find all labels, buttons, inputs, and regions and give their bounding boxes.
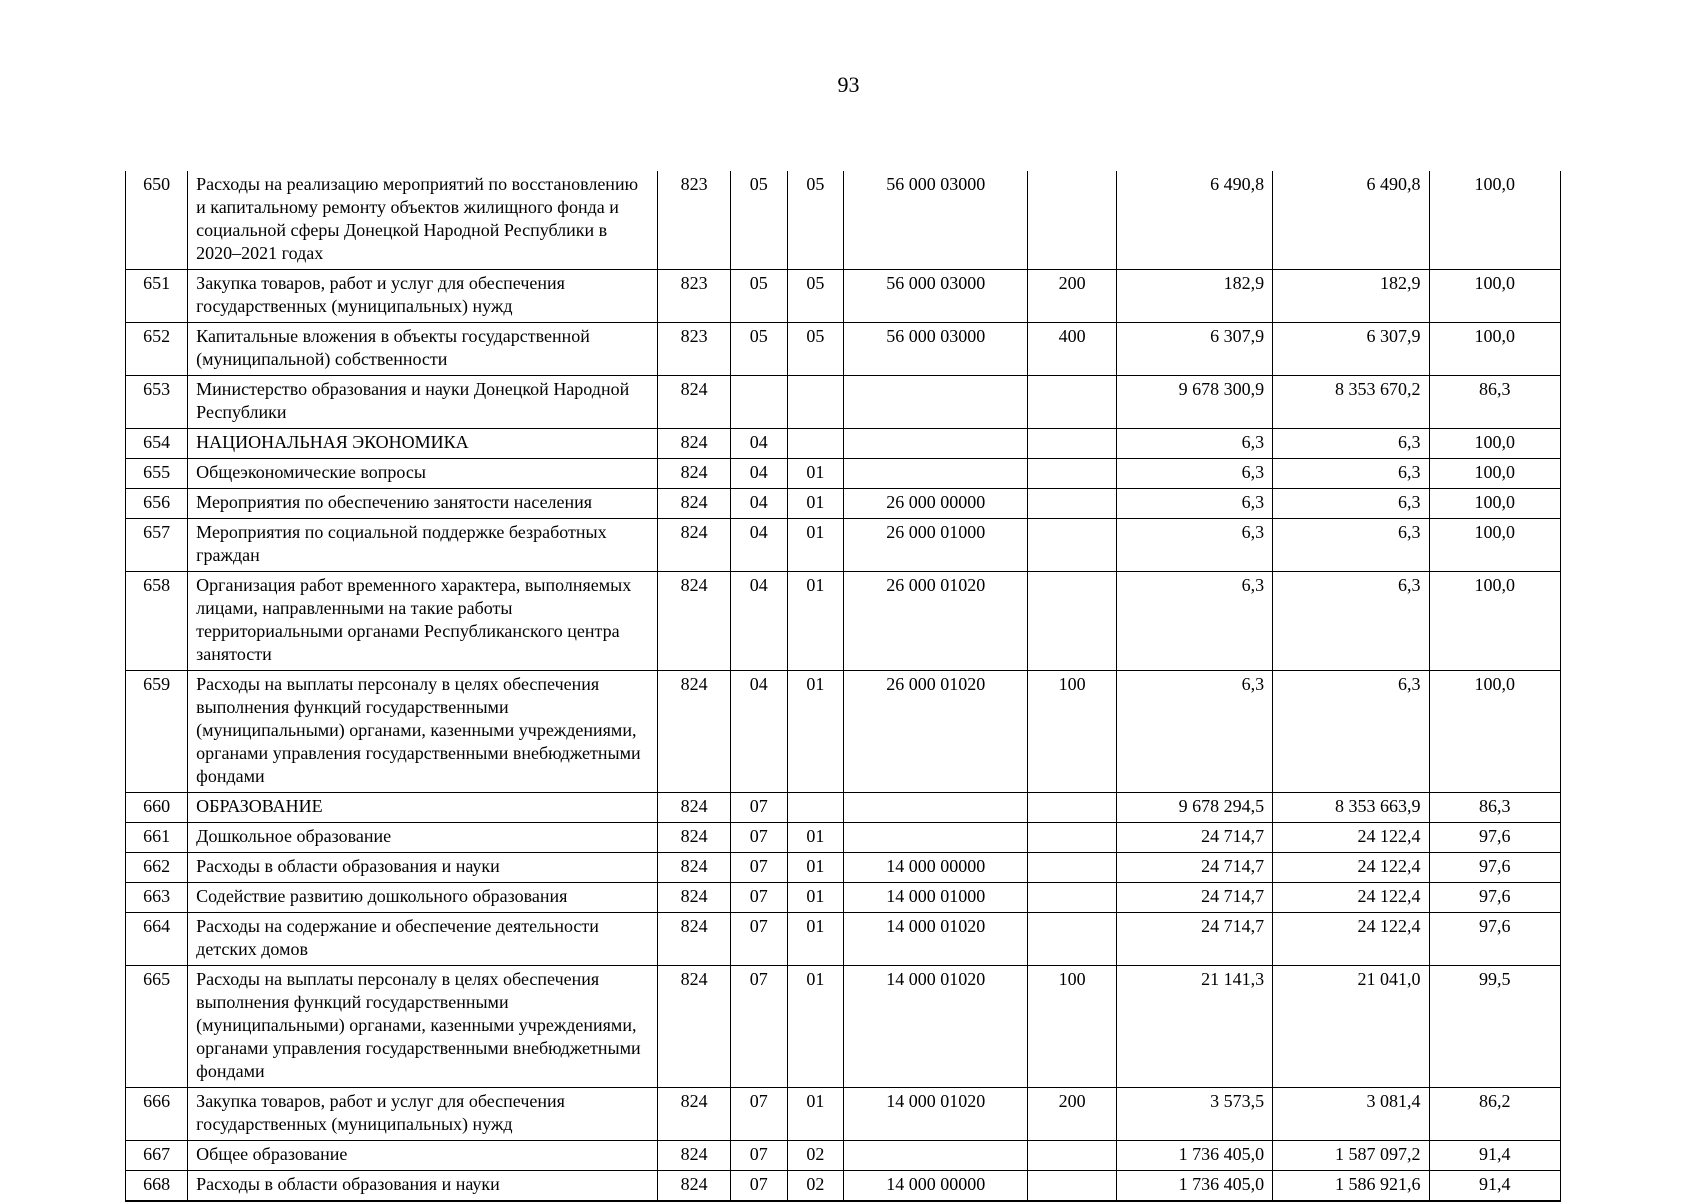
table-row bbox=[126, 519, 1561, 572]
planned-amount-cell: 9 678 300,9 bbox=[1116, 376, 1272, 429]
budget-table bbox=[125, 171, 1561, 1202]
section-cell: 07 bbox=[730, 1171, 787, 1202]
description-cell: Содействие развитию дошкольного образования bbox=[188, 883, 658, 913]
planned-amount-cell: 6 307,9 bbox=[1116, 323, 1272, 376]
actual-amount-cell: 24 122,4 bbox=[1273, 853, 1429, 883]
target-article-cell bbox=[843, 376, 1028, 429]
percent-cell: 100,0 bbox=[1429, 429, 1560, 459]
percent-cell: 100,0 bbox=[1429, 671, 1560, 793]
percent-cell: 86,2 bbox=[1429, 1088, 1560, 1141]
row-number-cell: 651 bbox=[126, 270, 188, 323]
expense-type-cell bbox=[1028, 913, 1116, 966]
percent-cell: 91,4 bbox=[1429, 1171, 1560, 1202]
subsection-cell: 01 bbox=[787, 489, 843, 519]
percent-cell: 100,0 bbox=[1429, 489, 1560, 519]
department-code-cell: 823 bbox=[658, 323, 730, 376]
table-row bbox=[126, 913, 1561, 966]
subsection-cell: 01 bbox=[787, 853, 843, 883]
percent-cell: 97,6 bbox=[1429, 913, 1560, 966]
row-number-cell: 664 bbox=[126, 913, 188, 966]
planned-amount-cell: 6,3 bbox=[1116, 459, 1272, 489]
section-cell: 05 bbox=[730, 171, 787, 270]
section-cell: 04 bbox=[730, 459, 787, 489]
target-article-cell bbox=[843, 823, 1028, 853]
department-code-cell: 824 bbox=[658, 459, 730, 489]
row-number-cell: 660 bbox=[126, 793, 188, 823]
planned-amount-cell: 24 714,7 bbox=[1116, 823, 1272, 853]
description-cell: Расходы на выплаты персоналу в целях обеспечения выполнения функций государственными (муниципальными) органами, казенными учреждениями, органами управления государственными внебюджетными фондами bbox=[188, 966, 658, 1088]
row-number-cell: 666 bbox=[126, 1088, 188, 1141]
target-article-cell: 56 000 03000 bbox=[843, 270, 1028, 323]
description-cell: Министерство образования и науки Донецкой Народной Республики bbox=[188, 376, 658, 429]
row-number-cell: 667 bbox=[126, 1141, 188, 1171]
target-article-cell: 26 000 00000 bbox=[843, 489, 1028, 519]
expense-type-cell bbox=[1028, 1141, 1116, 1171]
description-cell: Общее образование bbox=[188, 1141, 658, 1171]
table-row bbox=[126, 1141, 1561, 1171]
row-number-cell: 668 bbox=[126, 1171, 188, 1202]
table-row bbox=[126, 823, 1561, 853]
description-cell: Расходы на содержание и обеспечение деятельности детских домов bbox=[188, 913, 658, 966]
section-cell: 07 bbox=[730, 883, 787, 913]
actual-amount-cell: 3 081,4 bbox=[1273, 1088, 1429, 1141]
description-cell: Мероприятия по социальной поддержке безработных граждан bbox=[188, 519, 658, 572]
table-row bbox=[126, 489, 1561, 519]
expense-type-cell bbox=[1028, 793, 1116, 823]
target-article-cell: 14 000 01020 bbox=[843, 913, 1028, 966]
expense-type-cell bbox=[1028, 883, 1116, 913]
expense-type-cell bbox=[1028, 1171, 1116, 1202]
table-row bbox=[126, 1171, 1561, 1202]
expense-type-cell bbox=[1028, 459, 1116, 489]
subsection-cell: 01 bbox=[787, 1088, 843, 1141]
section-cell: 04 bbox=[730, 429, 787, 459]
description-cell: Расходы в области образования и науки bbox=[188, 853, 658, 883]
page-number: 93 bbox=[837, 72, 860, 97]
subsection-cell: 01 bbox=[787, 572, 843, 671]
department-code-cell: 824 bbox=[658, 489, 730, 519]
section-cell: 07 bbox=[730, 793, 787, 823]
description-cell: Расходы на выплаты персоналу в целях обеспечения выполнения функций государственными (муниципальными) органами, казенными учреждениями, органами управления государственными внебюджетными фондами bbox=[188, 671, 658, 793]
actual-amount-cell: 21 041,0 bbox=[1273, 966, 1429, 1088]
row-number-cell: 662 bbox=[126, 853, 188, 883]
planned-amount-cell: 6,3 bbox=[1116, 671, 1272, 793]
table-row bbox=[126, 883, 1561, 913]
planned-amount-cell: 182,9 bbox=[1116, 270, 1272, 323]
subsection-cell: 01 bbox=[787, 671, 843, 793]
percent-cell: 86,3 bbox=[1429, 376, 1560, 429]
department-code-cell: 824 bbox=[658, 1171, 730, 1202]
target-article-cell: 26 000 01020 bbox=[843, 572, 1028, 671]
actual-amount-cell: 6,3 bbox=[1273, 519, 1429, 572]
description-cell: Капитальные вложения в объекты государственной (муниципальной) собственности bbox=[188, 323, 658, 376]
table-row bbox=[126, 793, 1561, 823]
percent-cell: 97,6 bbox=[1429, 883, 1560, 913]
planned-amount-cell: 6,3 bbox=[1116, 429, 1272, 459]
row-number-cell: 659 bbox=[126, 671, 188, 793]
subsection-cell: 01 bbox=[787, 966, 843, 1088]
table-row bbox=[126, 270, 1561, 323]
table-row bbox=[126, 376, 1561, 429]
table-row bbox=[126, 171, 1561, 270]
subsection-cell: 02 bbox=[787, 1141, 843, 1171]
target-article-cell bbox=[843, 459, 1028, 489]
department-code-cell: 824 bbox=[658, 883, 730, 913]
table-row bbox=[126, 671, 1561, 793]
section-cell: 07 bbox=[730, 1088, 787, 1141]
expense-type-cell: 200 bbox=[1028, 270, 1116, 323]
planned-amount-cell: 6,3 bbox=[1116, 519, 1272, 572]
expense-type-cell bbox=[1028, 823, 1116, 853]
expense-type-cell bbox=[1028, 853, 1116, 883]
description-cell: Закупка товаров, работ и услуг для обеспечения государственных (муниципальных) нужд bbox=[188, 270, 658, 323]
subsection-cell bbox=[787, 429, 843, 459]
subsection-cell: 05 bbox=[787, 270, 843, 323]
table-row bbox=[126, 459, 1561, 489]
department-code-cell: 823 bbox=[658, 270, 730, 323]
section-cell: 07 bbox=[730, 1141, 787, 1171]
description-cell: ОБРАЗОВАНИЕ bbox=[188, 793, 658, 823]
department-code-cell: 824 bbox=[658, 966, 730, 1088]
department-code-cell: 824 bbox=[658, 1141, 730, 1171]
percent-cell: 99,5 bbox=[1429, 966, 1560, 1088]
target-article-cell: 14 000 00000 bbox=[843, 1171, 1028, 1202]
description-cell: Общеэкономические вопросы bbox=[188, 459, 658, 489]
row-number-cell: 652 bbox=[126, 323, 188, 376]
expense-type-cell bbox=[1028, 171, 1116, 270]
section-cell: 07 bbox=[730, 853, 787, 883]
planned-amount-cell: 6,3 bbox=[1116, 489, 1272, 519]
description-cell: Закупка товаров, работ и услуг для обеспечения государственных (муниципальных) нужд bbox=[188, 1088, 658, 1141]
target-article-cell bbox=[843, 429, 1028, 459]
percent-cell: 91,4 bbox=[1429, 1141, 1560, 1171]
row-number-cell: 655 bbox=[126, 459, 188, 489]
table-body bbox=[126, 171, 1561, 1201]
actual-amount-cell: 24 122,4 bbox=[1273, 913, 1429, 966]
actual-amount-cell: 24 122,4 bbox=[1273, 823, 1429, 853]
description-cell: Расходы в области образования и науки bbox=[188, 1171, 658, 1202]
subsection-cell bbox=[787, 376, 843, 429]
department-code-cell: 824 bbox=[658, 1088, 730, 1141]
percent-cell: 97,6 bbox=[1429, 853, 1560, 883]
expense-type-cell: 100 bbox=[1028, 966, 1116, 1088]
target-article-cell: 14 000 00000 bbox=[843, 853, 1028, 883]
section-cell bbox=[730, 376, 787, 429]
expense-type-cell: 200 bbox=[1028, 1088, 1116, 1141]
planned-amount-cell: 6,3 bbox=[1116, 572, 1272, 671]
row-number-cell: 653 bbox=[126, 376, 188, 429]
row-number-cell: 656 bbox=[126, 489, 188, 519]
expense-type-cell bbox=[1028, 429, 1116, 459]
planned-amount-cell: 3 573,5 bbox=[1116, 1088, 1272, 1141]
expense-type-cell: 100 bbox=[1028, 671, 1116, 793]
actual-amount-cell: 6,3 bbox=[1273, 671, 1429, 793]
row-number-cell: 665 bbox=[126, 966, 188, 1088]
target-article-cell: 14 000 01020 bbox=[843, 966, 1028, 1088]
planned-amount-cell: 24 714,7 bbox=[1116, 853, 1272, 883]
actual-amount-cell: 1 586 921,6 bbox=[1273, 1171, 1429, 1202]
table-row bbox=[126, 966, 1561, 1088]
department-code-cell: 824 bbox=[658, 853, 730, 883]
row-number-cell: 661 bbox=[126, 823, 188, 853]
section-cell: 07 bbox=[730, 966, 787, 1088]
table-row bbox=[126, 323, 1561, 376]
row-number-cell: 658 bbox=[126, 572, 188, 671]
section-cell: 07 bbox=[730, 913, 787, 966]
department-code-cell: 824 bbox=[658, 823, 730, 853]
actual-amount-cell: 6,3 bbox=[1273, 429, 1429, 459]
department-code-cell: 824 bbox=[658, 913, 730, 966]
expense-type-cell bbox=[1028, 489, 1116, 519]
department-code-cell: 824 bbox=[658, 572, 730, 671]
department-code-cell: 824 bbox=[658, 519, 730, 572]
expense-type-cell bbox=[1028, 376, 1116, 429]
planned-amount-cell: 1 736 405,0 bbox=[1116, 1171, 1272, 1202]
description-cell: Дошкольное образование bbox=[188, 823, 658, 853]
planned-amount-cell: 24 714,7 bbox=[1116, 883, 1272, 913]
description-cell: НАЦИОНАЛЬНАЯ ЭКОНОМИКА bbox=[188, 429, 658, 459]
description-cell: Организация работ временного характера, выполняемых лицами, направленными на такие работы территориальными органами Республиканского центра занятости bbox=[188, 572, 658, 671]
subsection-cell: 01 bbox=[787, 823, 843, 853]
actual-amount-cell: 6 307,9 bbox=[1273, 323, 1429, 376]
planned-amount-cell: 6 490,8 bbox=[1116, 171, 1272, 270]
planned-amount-cell: 1 736 405,0 bbox=[1116, 1141, 1272, 1171]
subsection-cell: 02 bbox=[787, 1171, 843, 1202]
actual-amount-cell: 182,9 bbox=[1273, 270, 1429, 323]
table-row bbox=[126, 1088, 1561, 1141]
department-code-cell: 824 bbox=[658, 429, 730, 459]
row-number-cell: 650 bbox=[126, 171, 188, 270]
percent-cell: 100,0 bbox=[1429, 270, 1560, 323]
target-article-cell: 14 000 01000 bbox=[843, 883, 1028, 913]
planned-amount-cell: 9 678 294,5 bbox=[1116, 793, 1272, 823]
department-code-cell: 823 bbox=[658, 171, 730, 270]
section-cell: 05 bbox=[730, 270, 787, 323]
row-number-cell: 657 bbox=[126, 519, 188, 572]
department-code-cell: 824 bbox=[658, 793, 730, 823]
actual-amount-cell: 6 490,8 bbox=[1273, 171, 1429, 270]
actual-amount-cell: 1 587 097,2 bbox=[1273, 1141, 1429, 1171]
subsection-cell: 01 bbox=[787, 913, 843, 966]
section-cell: 04 bbox=[730, 671, 787, 793]
table-row bbox=[126, 853, 1561, 883]
percent-cell: 100,0 bbox=[1429, 323, 1560, 376]
expense-type-cell: 400 bbox=[1028, 323, 1116, 376]
section-cell: 04 bbox=[730, 519, 787, 572]
actual-amount-cell: 24 122,4 bbox=[1273, 883, 1429, 913]
target-article-cell: 56 000 03000 bbox=[843, 323, 1028, 376]
section-cell: 04 bbox=[730, 489, 787, 519]
target-article-cell bbox=[843, 1141, 1028, 1171]
subsection-cell bbox=[787, 793, 843, 823]
target-article-cell: 26 000 01020 bbox=[843, 671, 1028, 793]
target-article-cell bbox=[843, 793, 1028, 823]
subsection-cell: 01 bbox=[787, 459, 843, 489]
actual-amount-cell: 8 353 663,9 bbox=[1273, 793, 1429, 823]
percent-cell: 100,0 bbox=[1429, 171, 1560, 270]
description-cell: Мероприятия по обеспечению занятости населения bbox=[188, 489, 658, 519]
actual-amount-cell: 8 353 670,2 bbox=[1273, 376, 1429, 429]
percent-cell: 100,0 bbox=[1429, 459, 1560, 489]
percent-cell: 86,3 bbox=[1429, 793, 1560, 823]
table-row bbox=[126, 572, 1561, 671]
description-cell: Расходы на реализацию мероприятий по восстановлению и капитальному ремонту объектов жилищного фонда и социальной сферы Донецкой Народной Республики в 2020–2021 годах bbox=[188, 171, 658, 270]
row-number-cell: 663 bbox=[126, 883, 188, 913]
actual-amount-cell: 6,3 bbox=[1273, 459, 1429, 489]
target-article-cell: 14 000 01020 bbox=[843, 1088, 1028, 1141]
percent-cell: 97,6 bbox=[1429, 823, 1560, 853]
section-cell: 04 bbox=[730, 572, 787, 671]
subsection-cell: 01 bbox=[787, 883, 843, 913]
target-article-cell: 26 000 01000 bbox=[843, 519, 1028, 572]
row-number-cell: 654 bbox=[126, 429, 188, 459]
section-cell: 07 bbox=[730, 823, 787, 853]
target-article-cell: 56 000 03000 bbox=[843, 171, 1028, 270]
table-row bbox=[126, 429, 1561, 459]
subsection-cell: 05 bbox=[787, 171, 843, 270]
section-cell: 05 bbox=[730, 323, 787, 376]
department-code-cell: 824 bbox=[658, 376, 730, 429]
planned-amount-cell: 21 141,3 bbox=[1116, 966, 1272, 1088]
percent-cell: 100,0 bbox=[1429, 572, 1560, 671]
subsection-cell: 01 bbox=[787, 519, 843, 572]
expense-type-cell bbox=[1028, 572, 1116, 671]
actual-amount-cell: 6,3 bbox=[1273, 572, 1429, 671]
actual-amount-cell: 6,3 bbox=[1273, 489, 1429, 519]
percent-cell: 100,0 bbox=[1429, 519, 1560, 572]
expense-type-cell bbox=[1028, 519, 1116, 572]
planned-amount-cell: 24 714,7 bbox=[1116, 913, 1272, 966]
department-code-cell: 824 bbox=[658, 671, 730, 793]
subsection-cell: 05 bbox=[787, 323, 843, 376]
